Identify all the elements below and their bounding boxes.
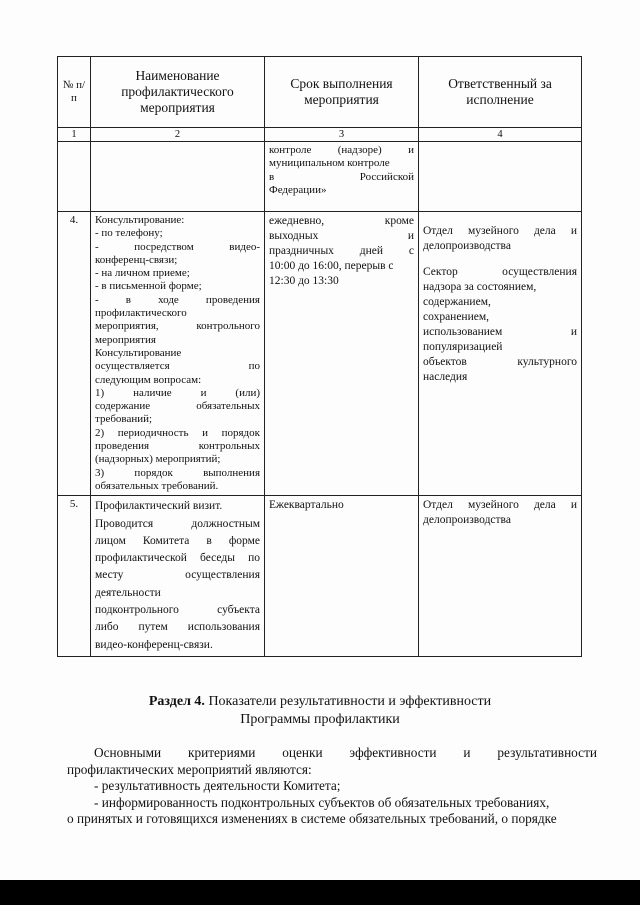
cell-deadline [265, 496, 419, 657]
table-index-row [58, 128, 582, 142]
text-line: 10:00 до 16:00, перерыв с [269, 260, 394, 272]
list-item: - результативность деятельности Комитета; [94, 778, 341, 793]
cell-responsible [419, 212, 582, 496]
table-row-continued [58, 142, 582, 212]
text-line: ежедневно, кроме [269, 215, 414, 227]
text-line: Консультирование [95, 346, 182, 359]
body-text [67, 745, 597, 828]
text-line: деятельности [95, 586, 161, 599]
text-line: месту осуществления [95, 569, 260, 582]
text-line: - на личном приеме; [95, 267, 190, 280]
index-cell: 4 [419, 128, 582, 142]
cell-deadline [265, 142, 419, 212]
cell-activity [91, 496, 265, 657]
paragraph-line: Основными критериями оценки эффективности и результативности [94, 745, 597, 760]
text-line: видео-конференц-связи. [95, 638, 213, 651]
text-line: осуществляется по [95, 360, 260, 373]
text-line: требований; [95, 413, 153, 426]
text-line: - посредством видео- [95, 240, 260, 253]
text-line: (надзорных) мероприятий; [95, 453, 221, 466]
text-line: профилактической беседы по [95, 552, 260, 565]
text-line: делопроизводства [423, 514, 511, 527]
spacer [423, 254, 577, 265]
header-deadline: Срок выполнения мероприятия [265, 57, 419, 128]
section-heading-line1 [0, 693, 640, 711]
text-line: следующим вопросам: [95, 373, 202, 386]
index-cell: 3 [265, 128, 419, 142]
cell-responsible [419, 142, 582, 212]
header-number: № п/п [58, 57, 91, 128]
text-line: надзора за состоянием, [423, 281, 537, 293]
text-line: 2) периодичность и порядок [95, 426, 260, 439]
section-title-text: Показатели результативности и эффективности [208, 694, 492, 709]
text-line: - по телефону; [95, 227, 163, 240]
text-line: - в письменной форме; [95, 280, 202, 293]
text-line: Федерации» [269, 183, 327, 196]
text-line: Проводится должностным [95, 517, 260, 530]
text-line: использованием и [423, 326, 577, 338]
cell-responsible [419, 496, 582, 657]
text-line: конференц-связи; [95, 253, 178, 266]
section-label: Раздел 4. [148, 694, 205, 709]
paragraph-line: о принятых и готовящихся изменениях в системе обязательных требований, о порядке [67, 811, 557, 826]
text-line: 12:30 до 13:30 [269, 275, 339, 287]
text-line: объектов культурного [423, 356, 577, 368]
prevention-plan-table [57, 56, 582, 657]
text-line: мероприятия, контрольного [95, 320, 260, 333]
cell-deadline [265, 212, 419, 496]
section-heading [0, 693, 640, 729]
cell-number: 5. [58, 496, 91, 657]
table-header-row [58, 57, 582, 128]
cell-activity [91, 212, 265, 496]
text-line: праздничных дней с [269, 245, 414, 257]
text-line: лицом Комитета в форме [95, 534, 260, 547]
text-line: подконтрольного субъекта [95, 604, 260, 617]
index-cell: 2 [91, 128, 265, 142]
text-line: мероприятия [95, 333, 156, 346]
text-line: содержанием, [423, 296, 491, 308]
index-cell: 1 [58, 128, 91, 142]
header-responsible: Ответственный за исполнение [419, 57, 582, 128]
text-line: Отдел музейного дела и [423, 225, 577, 237]
text-line: выходных и [269, 230, 414, 242]
text-line: либо путем использования [95, 621, 260, 634]
cell-number: 4. [58, 212, 91, 496]
cell-number [58, 142, 91, 212]
text-line: муниципальном контроле [269, 157, 390, 170]
text-line: сохранением, [423, 311, 489, 323]
text-line: Отдел музейного дела и [423, 499, 577, 512]
text-line: содержание обязательных [95, 400, 260, 413]
text-line: популяризацией [423, 341, 503, 353]
text-line: наследия [423, 371, 468, 383]
text-line: профилактического [95, 307, 187, 320]
text-line: в Российской [269, 170, 414, 183]
text-line: Сектор осуществления [423, 266, 577, 278]
paragraph-line: профилактических мероприятий являются: [67, 761, 312, 777]
text-line: контроле (надзоре) и [269, 144, 414, 156]
text-line: 1) наличие и (или) [95, 386, 260, 399]
text-line: Ежеквартально [269, 499, 344, 512]
cell-activity [91, 142, 265, 212]
table-row [58, 496, 582, 657]
scan-bottom-edge [0, 880, 640, 905]
text-line: проведения контрольных [95, 440, 260, 453]
text-line: обязательных требований. [95, 479, 219, 492]
text-line: Профилактический визит. [95, 500, 223, 513]
text-line: - в ходе проведения [95, 293, 260, 306]
list-item: - информированность подконтрольных субъектов об обязательных требованиях, [94, 794, 550, 810]
section-heading-line2: Программы профилактики [240, 712, 400, 727]
text-line: 3) порядок выполнения [95, 466, 260, 479]
text-line: делопроизводства [423, 240, 511, 252]
text-line: Консультирование: [95, 214, 185, 226]
table-row [58, 212, 582, 496]
header-activity-name: Наименование профилактического мероприятия [91, 57, 265, 128]
